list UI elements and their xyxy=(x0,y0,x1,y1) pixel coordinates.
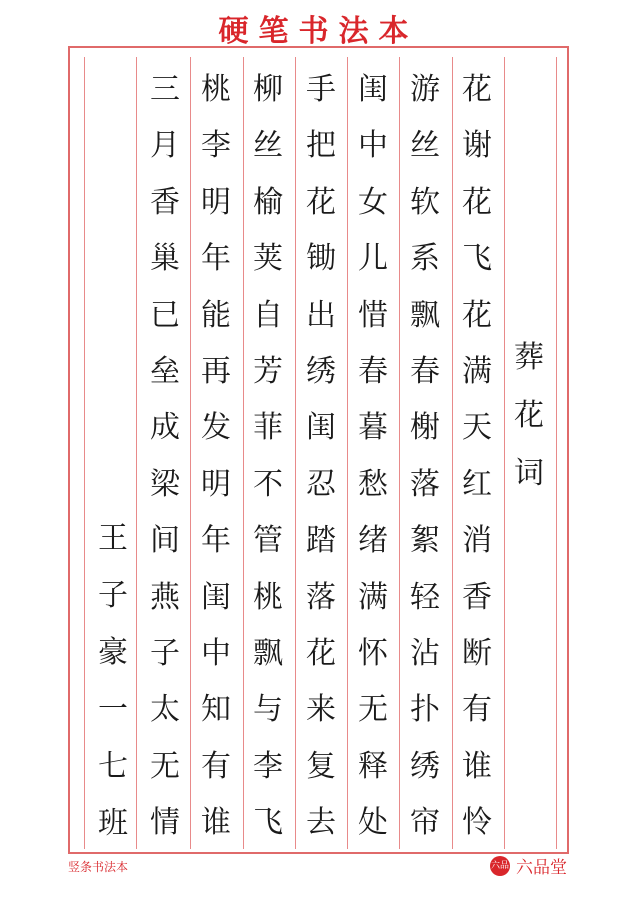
handwritten-character: 落 xyxy=(410,466,440,502)
handwritten-character: 巢 xyxy=(150,241,180,277)
handwritten-character: 来 xyxy=(306,692,336,728)
handwritten-character: 桃 xyxy=(201,72,231,107)
handwritten-character: 释 xyxy=(358,748,388,784)
handwritten-character: 手 xyxy=(306,72,336,107)
handwritten-character: 无 xyxy=(358,692,388,728)
handwritten-character: 李 xyxy=(201,128,231,164)
notebook-type-label: 竖条书法本 xyxy=(68,860,129,874)
handwritten-character: 断 xyxy=(462,636,492,671)
handwritten-character: 三 xyxy=(150,72,180,107)
handwritten-character: 扑 xyxy=(410,692,440,728)
handwritten-character: 香 xyxy=(462,579,492,615)
handwritten-character: 无 xyxy=(150,748,180,784)
handwritten-character: 软 xyxy=(410,184,440,220)
handwritten-character: 中 xyxy=(358,128,388,164)
handwritten-character: 绪 xyxy=(358,523,388,559)
handwritten-character: 飞 xyxy=(462,241,492,277)
handwritten-character: 飘 xyxy=(410,297,440,333)
handwritten-character: 春 xyxy=(358,354,388,389)
handwritten-character: 花 xyxy=(306,184,336,220)
handwritten-character: 系 xyxy=(410,241,440,277)
handwritten-character: 花 xyxy=(462,297,492,333)
handwritten-character: 王 xyxy=(98,521,128,556)
handwritten-character: 惜 xyxy=(358,297,388,333)
handwritten-character: 已 xyxy=(150,297,180,333)
handwritten-character: 把 xyxy=(306,128,336,164)
handwritten-character: 花 xyxy=(462,184,492,220)
handwritten-character: 年 xyxy=(201,523,231,559)
handwritten-character: 有 xyxy=(201,748,231,784)
handwritten-character: 愁 xyxy=(358,466,388,502)
handwritten-character: 与 xyxy=(253,692,283,728)
handwritten-character: 知 xyxy=(201,692,231,728)
handwritten-character: 管 xyxy=(253,523,283,559)
handwritten-character: 处 xyxy=(358,805,388,841)
handwritten-character: 怜 xyxy=(462,805,492,841)
handwritten-character: 菲 xyxy=(253,410,283,446)
handwritten-character: 红 xyxy=(462,466,492,502)
handwritten-character: 怀 xyxy=(358,636,388,671)
handwritten-character: 荚 xyxy=(253,241,283,277)
handwritten-character: 闺 xyxy=(358,72,388,107)
handwritten-character: 子 xyxy=(150,636,180,671)
handwritten-character: 梁 xyxy=(150,466,180,502)
handwritten-character: 明 xyxy=(201,184,231,220)
handwritten-character: 桃 xyxy=(253,579,283,615)
handwritten-character: 帘 xyxy=(410,805,440,841)
handwritten-character: 去 xyxy=(306,805,336,841)
handwritten-character: 出 xyxy=(306,297,336,333)
handwritten-character: 有 xyxy=(462,692,492,728)
brand-seal-icon: 六品 xyxy=(490,856,510,876)
handwritten-character: 不 xyxy=(253,466,283,502)
handwritten-character: 词 xyxy=(514,456,544,491)
handwritten-character: 能 xyxy=(201,297,231,333)
handwritten-character: 女 xyxy=(358,184,388,220)
handwritten-character: 落 xyxy=(306,579,336,615)
handwritten-character: 游 xyxy=(410,72,440,107)
handwritten-character: 再 xyxy=(201,354,231,389)
handwritten-character: 满 xyxy=(462,354,492,389)
handwritten-character: 絮 xyxy=(410,523,440,559)
handwritten-character: 发 xyxy=(201,410,231,446)
handwritten-character: 儿 xyxy=(358,241,388,277)
handwritten-character: 忍 xyxy=(306,466,336,502)
handwritten-character: 月 xyxy=(150,128,180,164)
column-divider xyxy=(84,57,85,849)
handwritten-character: 满 xyxy=(358,579,388,615)
handwritten-character: 葬 xyxy=(514,340,544,375)
handwritten-character: 芳 xyxy=(253,354,283,389)
handwritten-character: 闺 xyxy=(306,410,336,446)
handwritten-character: 复 xyxy=(306,748,336,784)
handwritten-character: 踏 xyxy=(306,523,336,559)
brand-name: 六品堂 xyxy=(516,858,567,878)
handwritten-character: 闺 xyxy=(201,579,231,615)
handwritten-character: 谁 xyxy=(462,748,492,784)
handwritten-character: 豪 xyxy=(98,635,128,670)
handwritten-character: 燕 xyxy=(150,579,180,615)
handwritten-character: 间 xyxy=(150,523,180,559)
handwritten-character: 榭 xyxy=(410,410,440,446)
handwritten-character: 消 xyxy=(462,523,492,559)
handwritten-character: 班 xyxy=(98,806,128,841)
handwritten-character: 垒 xyxy=(150,354,180,389)
page-title: 硬笔书法本 xyxy=(218,14,419,49)
handwritten-character: 花 xyxy=(462,72,492,107)
handwritten-character: 李 xyxy=(253,748,283,784)
column-divider xyxy=(556,57,557,849)
handwritten-character: 飞 xyxy=(253,805,283,841)
handwritten-character: 子 xyxy=(98,578,128,613)
handwritten-character: 春 xyxy=(410,354,440,389)
handwritten-character: 暮 xyxy=(358,410,388,446)
handwritten-character: 成 xyxy=(150,410,180,446)
handwritten-character: 绣 xyxy=(410,748,440,784)
handwritten-character: 天 xyxy=(462,410,492,446)
handwritten-character: 谁 xyxy=(201,805,231,841)
handwritten-character: 自 xyxy=(253,297,283,333)
handwritten-character: 飘 xyxy=(253,636,283,671)
handwritten-character: 香 xyxy=(150,184,180,220)
handwritten-character: 锄 xyxy=(306,241,336,277)
brand-logo xyxy=(490,853,567,878)
handwritten-character: 情 xyxy=(150,805,180,841)
handwritten-character: 太 xyxy=(150,692,180,728)
handwritten-character: 谢 xyxy=(462,128,492,164)
handwritten-character: 一 xyxy=(98,692,128,727)
handwritten-character: 年 xyxy=(201,241,231,277)
handwritten-character: 中 xyxy=(201,636,231,671)
handwritten-character: 丝 xyxy=(253,128,283,164)
handwritten-character: 绣 xyxy=(306,354,336,389)
handwritten-character: 七 xyxy=(98,749,128,784)
handwritten-character: 柳 xyxy=(253,72,283,107)
handwritten-character: 轻 xyxy=(410,579,440,615)
handwritten-character: 丝 xyxy=(410,128,440,164)
handwritten-character: 花 xyxy=(306,636,336,671)
handwritten-character: 明 xyxy=(201,466,231,502)
handwritten-character: 沾 xyxy=(410,636,440,671)
handwritten-character: 榆 xyxy=(253,184,283,220)
handwritten-character: 花 xyxy=(514,398,544,433)
